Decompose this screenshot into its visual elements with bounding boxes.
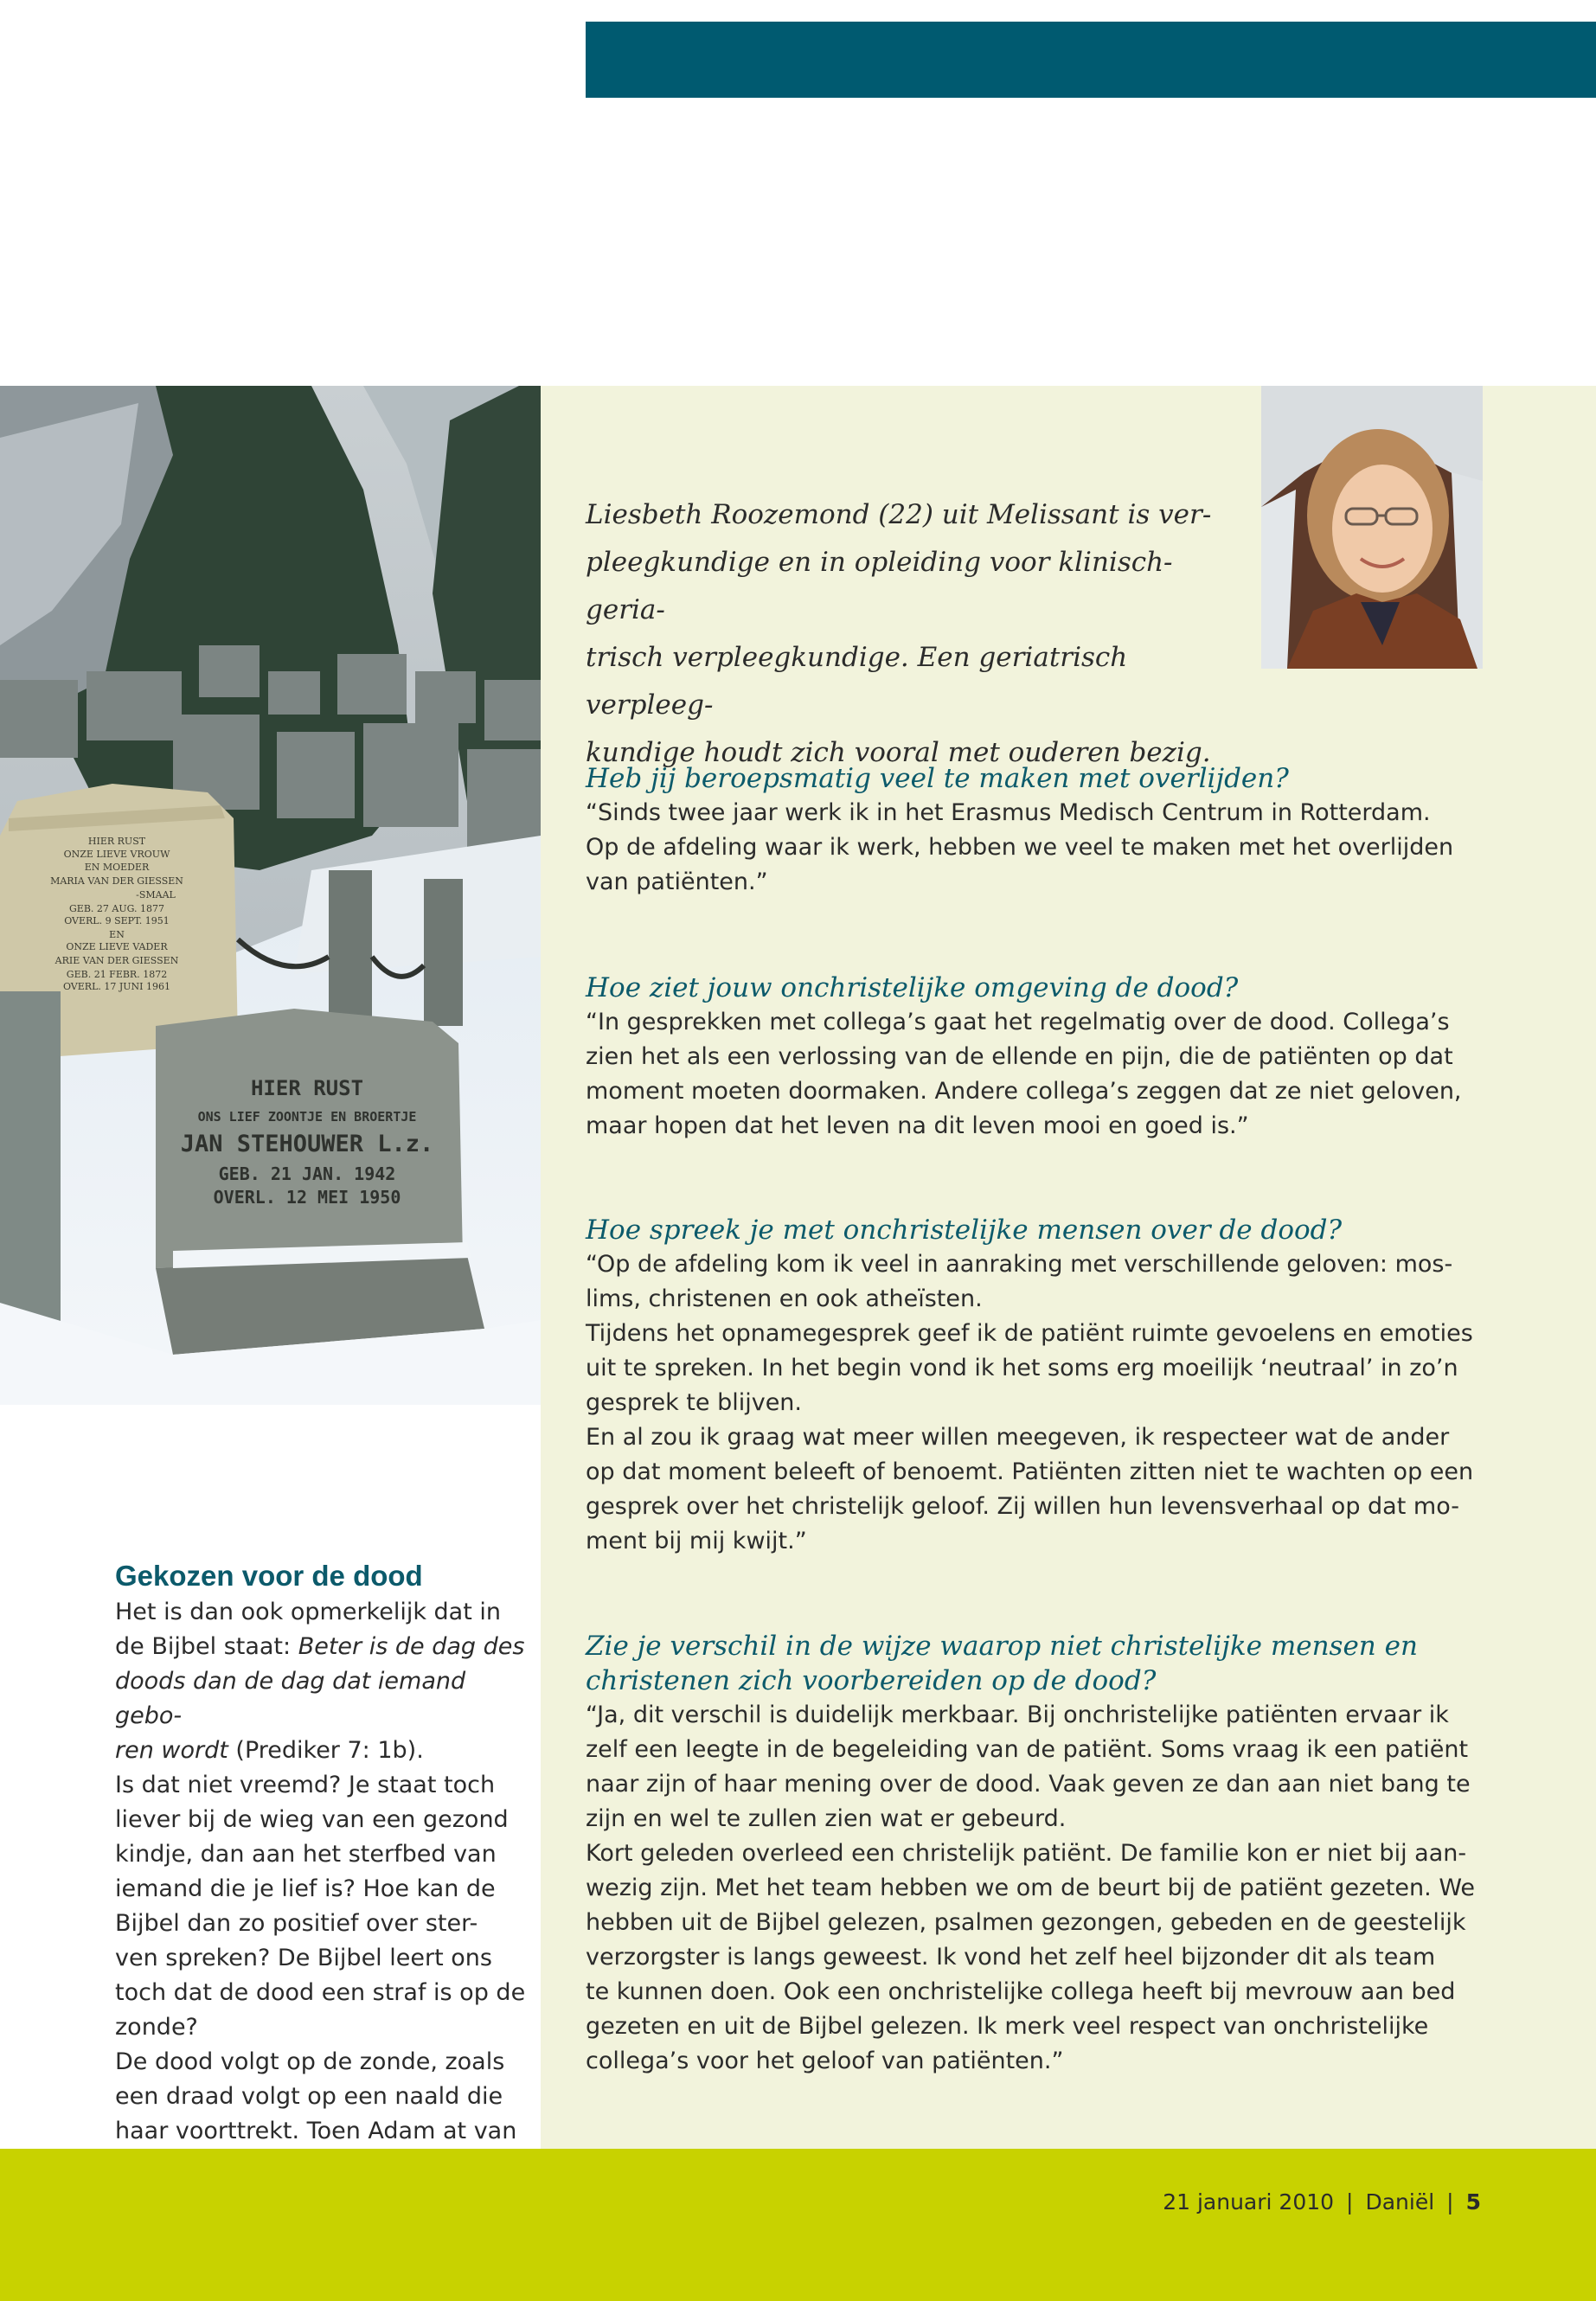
sidebar-line: Bijbel dan zo positief over ster-	[115, 1910, 478, 1937]
answer-line: op dat moment beleeft of benoemt. Patiënten zitten niet te wachten op een	[586, 1458, 1474, 1485]
intro-line: kundige houdt zich vooral met ouderen bezig.	[586, 737, 1211, 768]
sidebar-line: zonde?	[115, 2014, 198, 2041]
answer-line: zien het als een verlossing van de ellende en pijn, die de patiënten op dat	[586, 1043, 1453, 1070]
question-heading: Heb jij beroepsmatig veel te maken met overlijden?	[586, 763, 1289, 794]
svg-text:GEB. 21 FEBR. 1872: GEB. 21 FEBR. 1872	[66, 969, 168, 980]
question-heading: Hoe ziet jouw onchristelijke omgeving de dood?	[586, 972, 1239, 1003]
answer-line: En al zou ik graag wat meer willen meegeven, ik respecteer wat de ander	[586, 1424, 1450, 1451]
answer-line: “Op de afdeling kom ik veel in aanraking met verschillende geloven: mos-	[586, 1251, 1453, 1278]
answer-line: uit te spreken. In het begin vond ik het soms erg moeilijk ‘neutraal’ in zo’n	[586, 1355, 1458, 1381]
svg-text:GEB. 21 JAN. 1942: GEB. 21 JAN. 1942	[218, 1163, 396, 1184]
svg-text:GEB. 27 AUG. 1877: GEB. 27 AUG. 1877	[69, 903, 164, 914]
svg-text:OVERL. 9 SEPT. 1951: OVERL. 9 SEPT. 1951	[64, 915, 170, 926]
svg-text:EN: EN	[109, 929, 125, 940]
answer-line: zijn en wel te zullen zien wat er gebeurd.	[586, 1805, 1067, 1832]
answer-line: te kunnen doen. Ook een onchristelijke collega heeft bij mevrouw aan bed	[586, 1978, 1456, 2005]
svg-text:ONZE LIEVE VADER: ONZE LIEVE VADER	[66, 941, 168, 952]
answer-line: Tijdens het opnamegesprek geef ik de patiënt ruimte gevoelens en emoties	[586, 1320, 1473, 1347]
intro-line: pleegkundige en in opleiding voor klinisch-geria-	[586, 547, 1173, 625]
answer-line: gezeten en uit de Bijbel gelezen. Ik merk veel respect van onchristelijke	[586, 2013, 1429, 2040]
answer-line: moment moeten doormaken. Andere collega’s zeggen dat ze niet geloven,	[586, 1078, 1462, 1105]
svg-text:MARIA VAN DER GIESSEN: MARIA VAN DER GIESSEN	[50, 875, 183, 887]
sidebar-line: liever bij de wieg van een gezond	[115, 1806, 509, 1833]
svg-text:ONZE LIEVE VROUW: ONZE LIEVE VROUW	[63, 849, 170, 860]
sidebar-line: De dood volgt op de zonde, zoals	[115, 2048, 505, 2075]
sidebar-gekozen-voor-de-dood	[115, 1557, 539, 2149]
answer-line: ment bij mij kwijt.”	[586, 1528, 807, 1554]
answer-line: gesprek te blijven.	[586, 1389, 803, 1416]
page-folio	[1163, 2188, 1481, 2217]
folio-separator: |	[1446, 2189, 1454, 2214]
answer-line: hebben uit de Bijbel gelezen, psalmen gezongen, gebeden en de geestelijk	[586, 1909, 1466, 1936]
intro-text	[586, 491, 1226, 777]
answer-line: Kort geleden overleed een christelijk patiënt. De familie kon er niet bij aan-	[586, 1840, 1467, 1867]
top-color-bar	[586, 22, 1596, 98]
answer-line: “In gesprekken met collega’s gaat het regelmatig over de dood. Collega’s	[586, 1009, 1450, 1035]
svg-text:HIER RUST: HIER RUST	[87, 836, 146, 847]
intro-line: Liesbeth Roozemond (22) uit Melissant is ver-	[586, 499, 1212, 530]
answer-line: zelf een leegte in de begeleiding van de patiënt. Soms vraag ik een patiënt	[586, 1736, 1469, 1763]
svg-text:HIER RUST: HIER RUST	[250, 1076, 364, 1100]
question-heading: Zie je verschil in de wijze waarop niet christelijke mensen en	[586, 1631, 1418, 1662]
svg-text:OVERL. 12 MEI 1950: OVERL. 12 MEI 1950	[213, 1187, 401, 1208]
answer-line: wezig zijn. Met het team hebben we om de beurt bij de patiënt gezeten. We	[586, 1875, 1476, 1901]
question-heading: christenen zich voorbereiden op de dood?	[586, 1665, 1157, 1696]
sidebar-line: toch dat de dood een straf is op de	[115, 1979, 526, 2006]
svg-text:ONS LIEF ZOONTJE EN BROERTJE: ONS LIEF ZOONTJE EN BROERTJE	[197, 1109, 417, 1125]
answer-line: van patiënten.”	[586, 868, 768, 895]
answer-line: collega’s voor het geloof van patiënten.”	[586, 2048, 1064, 2074]
svg-text:JAN STEHOUWER L.z.: JAN STEHOUWER L.z.	[180, 1131, 434, 1157]
question-heading: Hoe spreek je met onchristelijke mensen over de dood?	[586, 1215, 1343, 1246]
svg-text:EN MOEDER: EN MOEDER	[84, 862, 150, 873]
sidebar-title: Gekozen voor de dood	[115, 1560, 423, 1592]
footer-bar	[0, 2149, 1596, 2301]
folio-separator: |	[1346, 2189, 1354, 2214]
answer-line: Op de afdeling waar ik werk, hebben we veel te maken met het overlijden	[586, 834, 1454, 861]
svg-text:OVERL. 17 JUNI 1961: OVERL. 17 JUNI 1961	[62, 981, 171, 992]
sidebar-line: Is dat niet vreemd? Je staat toch	[115, 1772, 496, 1798]
answer-line: lims, christenen en ook atheïsten.	[586, 1285, 983, 1312]
sidebar-line: kindje, dan aan het sterfbed van	[115, 1841, 497, 1868]
answer-line: “Ja, dit verschil is duidelijk merkbaar. Bij onchristelijke patiënten ervaar ik	[586, 1702, 1449, 1728]
sidebar-line: een draad volgt op een naald die	[115, 2083, 503, 2110]
svg-text:ARIE VAN DER GIESSEN: ARIE VAN DER GIESSEN	[54, 955, 179, 966]
svg-text:-SMAAL: -SMAAL	[136, 889, 176, 901]
issue-date: 21 januari 2010	[1163, 2189, 1335, 2214]
answer-line: verzorgster is langs geweest. Ik vond het zelf heel bijzonder dit als team	[586, 1944, 1436, 1971]
qa-block	[586, 971, 1485, 1144]
answer-line: maar hopen dat het leven na dit leven mooi en goed is.”	[586, 1112, 1249, 1139]
page-number: 5	[1465, 2189, 1481, 2214]
portrait-photo	[1261, 386, 1483, 669]
cemetery-photo	[0, 386, 541, 1405]
intro-line: trisch verpleegkundige. Een geriatrisch verpleeg-	[586, 642, 1128, 721]
grave-stone-main	[156, 1009, 484, 1355]
answer-line: gesprek over het christelijk geloof. Zij willen hun levensverhaal op dat mo-	[586, 1493, 1459, 1520]
sidebar-line: doods dan de dag dat iemand gebo-	[115, 1668, 466, 1729]
answer-line: naar zijn of haar mening over de dood. Vaak geven ze dan aan niet bang te	[586, 1771, 1471, 1798]
magazine-name: Daniël	[1365, 2189, 1435, 2214]
qa-block	[586, 761, 1485, 900]
sidebar-line: de Bijbel staat: Beter is de dag des	[115, 1633, 525, 1660]
sidebar-line: Het is dan ook opmerkelijk dat in	[115, 1599, 502, 1625]
sidebar-line: iemand die je lief is? Hoe kan de	[115, 1875, 496, 1902]
sidebar-line: haar voorttrekt. Toen Adam at van	[115, 2118, 517, 2144]
sidebar-line: ven spreken? De Bijbel leert ons	[115, 1945, 492, 1971]
sidebar-line: ren wordt (Prediker 7: 1b).	[115, 1737, 424, 1764]
qa-block	[586, 1213, 1485, 1559]
qa-block	[586, 1629, 1485, 2079]
answer-line: “Sinds twee jaar werk ik in het Erasmus Medisch Centrum in Rotterdam.	[586, 799, 1431, 826]
